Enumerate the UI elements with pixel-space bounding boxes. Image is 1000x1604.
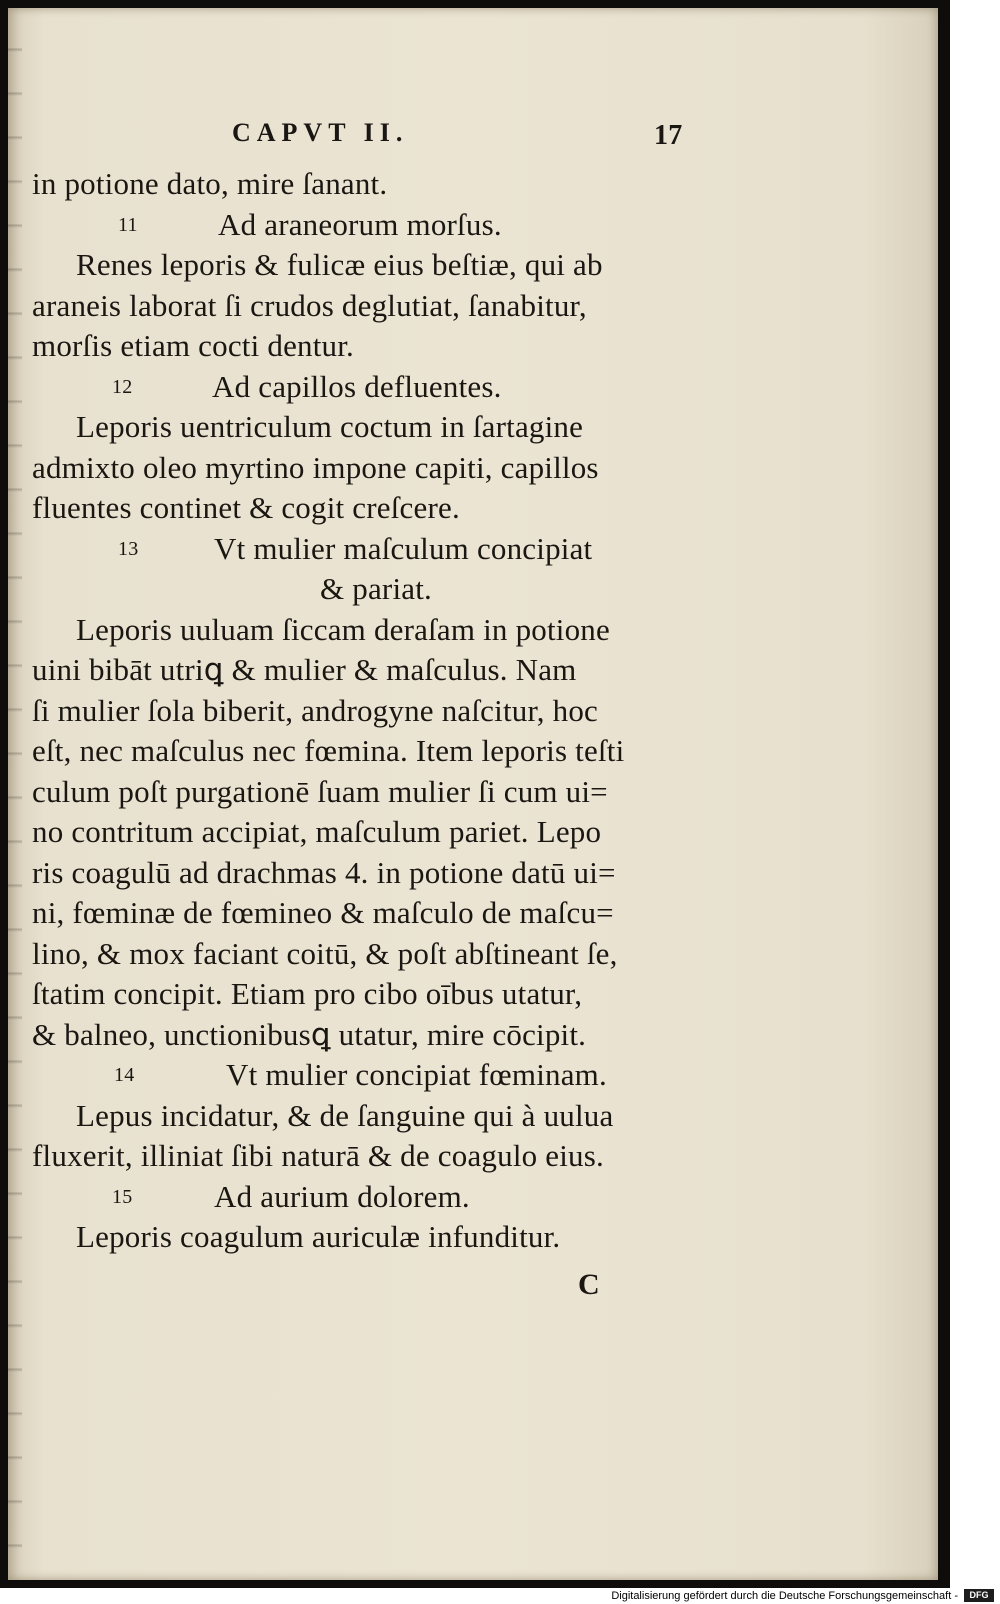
dfg-logo: DFG <box>964 1589 994 1602</box>
text-line: uini bibāt utriꝗ & mulier & maſculus. Nam <box>32 652 577 687</box>
page-gutter <box>8 8 22 1580</box>
section-number: 11 <box>118 213 138 236</box>
page-text <box>32 118 692 1258</box>
section-heading <box>32 205 692 246</box>
text-line: Leporis uentriculum coctum in ſartagine <box>76 409 584 444</box>
section-title: Ad aurium dolorem. <box>214 1178 470 1214</box>
text-line: lino, & mox faciant coitū, & poſt abſtineant ſe, <box>32 935 618 971</box>
running-title: CAPVT II. <box>232 118 409 147</box>
text-line: ſi mulier ſola biberit, androgyne naſcitur, hoc <box>32 692 598 728</box>
section-heading <box>32 529 692 570</box>
text-line: no contritum accipiat, maſculum pariet. Lepo <box>32 814 602 849</box>
text-line: Leporis coagulum auriculæ infunditur. <box>76 1219 561 1254</box>
text-line: fluentes continet & cogit creſcere. <box>32 490 460 525</box>
section-heading <box>32 1055 692 1096</box>
footer-credit: Digitalisierung gefördert durch die Deutsche Forschungsgemeinschaft - <box>611 1590 958 1602</box>
section-title: Ad araneorum morſus. <box>218 206 502 242</box>
text-line: culum poſt purgationē ſuam mulier ſi cum ui= <box>32 773 608 809</box>
section-heading <box>32 1177 692 1218</box>
text-line: admixto oleo myrtino impone capiti, capillos <box>32 449 599 485</box>
page-number: 17 <box>654 120 683 151</box>
signature-mark: C <box>578 1268 600 1301</box>
text-line: morſis etiam cocti dentur. <box>32 328 355 363</box>
section-number: 13 <box>118 537 139 560</box>
text-line: ris coagulū ad drachmas 4. in potione datū ui= <box>32 854 616 890</box>
section-number: 14 <box>114 1064 135 1086</box>
section-title: Vt mulier maſculum concipiat <box>214 530 593 566</box>
section-heading <box>32 367 692 408</box>
text-line: in potione dato, mire ſanant. <box>32 166 388 201</box>
section-number: 12 <box>112 375 133 398</box>
section-number: 15 <box>112 1185 133 1208</box>
text-line: & balneo, unctionibusꝗ utatur, mire cōcipit. <box>32 1016 587 1052</box>
section-title: Ad capillos defluentes. <box>212 368 502 404</box>
text-line: Lepus incidatur, & de ſanguine qui à uulua <box>76 1097 614 1133</box>
text-line: ſtatim concipit. Etiam pro cibo oībus utatur, <box>32 976 583 1011</box>
text-line: Leporis uuluam ſiccam deraſam in potione <box>76 611 610 647</box>
text-line: ni, fœminæ de fœmineo & maſculo de maſcu= <box>32 895 614 930</box>
text-line: eſt, nec maſculus nec fœmina. Item leporis teſti <box>32 733 625 768</box>
running-head <box>32 118 692 164</box>
text-line: Renes leporis & fulicæ eius beſtiæ, qui ab <box>76 247 603 282</box>
section-title-continued: & pariat. <box>320 571 432 606</box>
section-title: Vt mulier concipiat fœminam. <box>226 1057 607 1092</box>
text-line: araneis laborat ſi crudos deglutiat, ſanabitur, <box>32 287 587 323</box>
text-line: fluxerit, illiniat ſibi naturā & de coagulo eius. <box>32 1138 604 1173</box>
